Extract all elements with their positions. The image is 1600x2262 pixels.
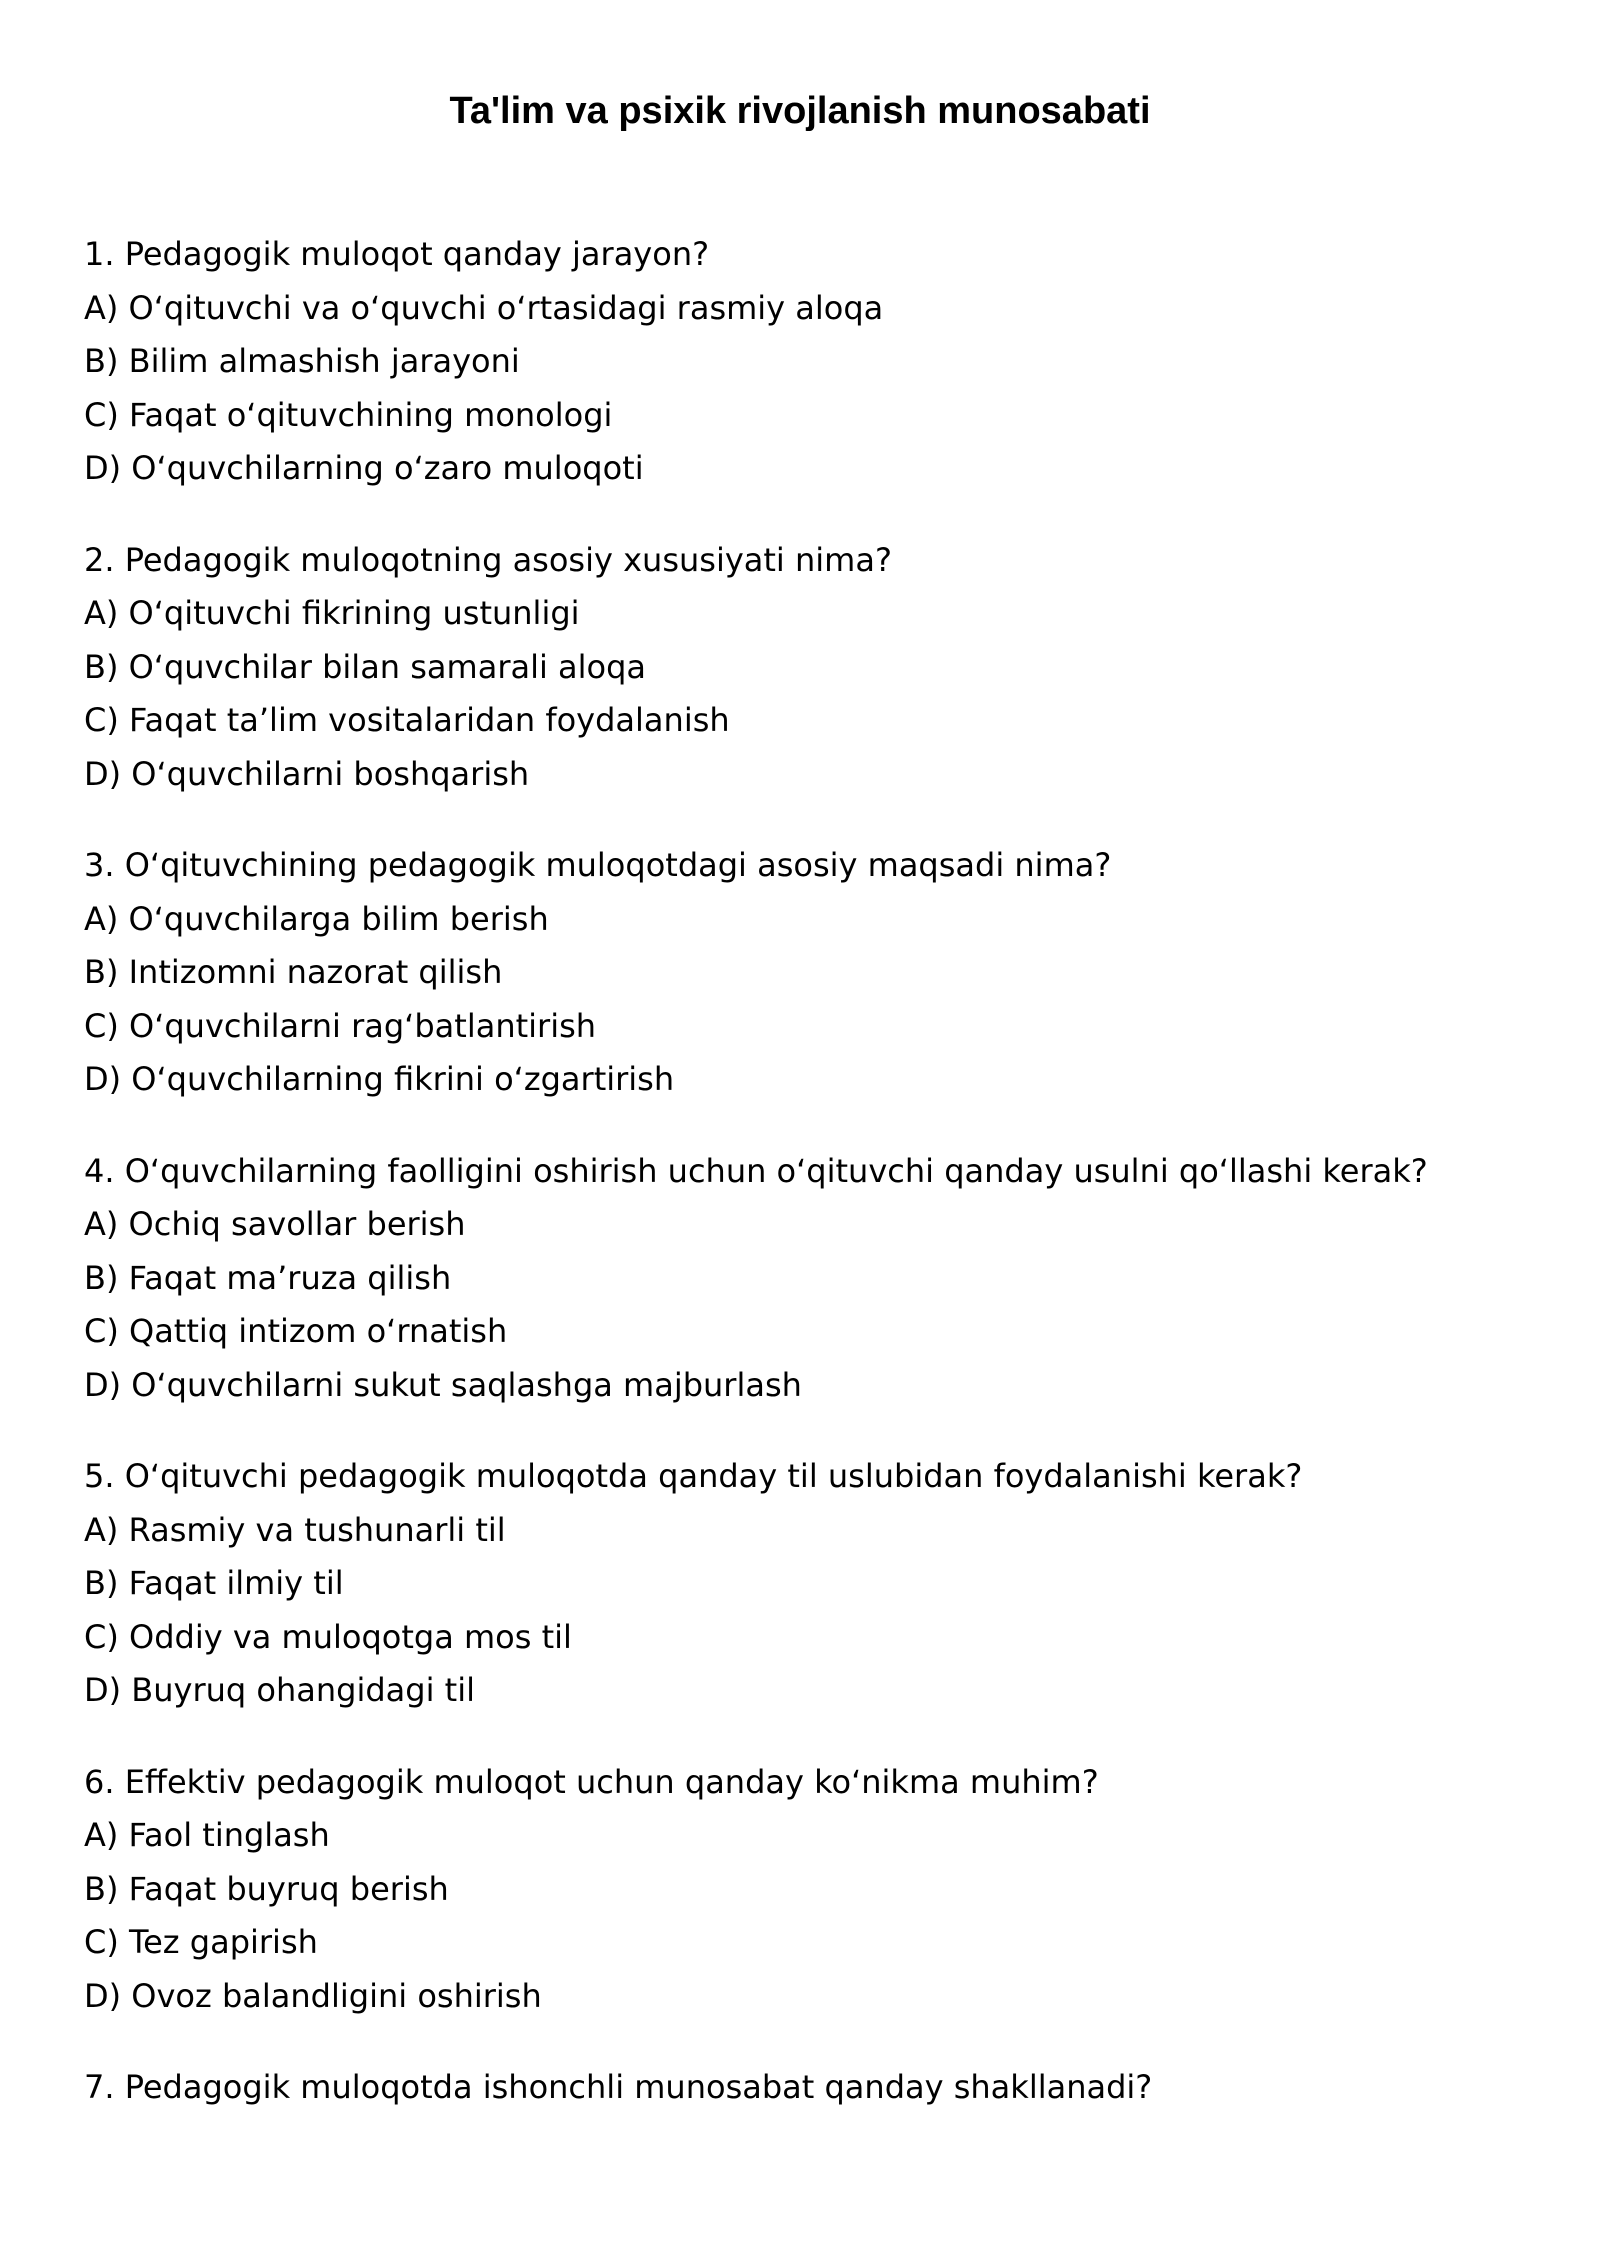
question-block (84, 1145, 1544, 1413)
answer-option: C) Faqat o‘qituvchining monologi (84, 395, 613, 434)
answer-option: A) Rasmiy va tushunarli til (84, 1510, 506, 1549)
answer-option: D) O‘quvchilarni sukut saqlashga majburlash (84, 1365, 802, 1404)
answer-option: C) Tez gapirish (84, 1923, 318, 1961)
answer-option: C) Oddiy va muloqotga mos til (84, 1617, 572, 1656)
answer-option: B) Faqat ilmiy til (84, 1564, 344, 1602)
question-block (84, 1450, 1544, 1718)
answer-option: D) Buyruq ohangidagi til (84, 1671, 475, 1709)
answer-option: C) Qattiq intizom o‘rnatish (84, 1312, 508, 1350)
question-text: 3. O‘qituvchining pedagogik muloqotdagi asosiy maqsadi nima? (84, 846, 1112, 884)
answer-option: D) O‘quvchilarning o‘zaro muloqoti (84, 449, 644, 487)
question-block (84, 228, 1544, 496)
answer-option: A) Faol tinglash (84, 1816, 330, 1854)
answer-option: D) O‘quvchilarni boshqarish (84, 754, 530, 793)
question-text: 2. Pedagogik muloqotning asosiy xususiyati nima? (84, 540, 892, 579)
answer-option: D) O‘quvchilarning fikrini o‘zgartirish (84, 1060, 675, 1098)
answer-option: A) O‘qituvchi va o‘quvchi o‘rtasidagi rasmiy aloqa (84, 288, 884, 327)
question-list (84, 228, 1544, 2153)
answer-option: B) Bilim almashish jarayoni (84, 342, 520, 380)
answer-option: C) Faqat ta’lim vositalaridan foydalanish (84, 701, 730, 739)
answer-option: A) O‘quvchilarga bilim berish (84, 899, 549, 938)
question-block (84, 534, 1544, 802)
question-text: 5. O‘qituvchi pedagogik muloqotda qanday til uslubidan foydalanishi kerak? (84, 1457, 1303, 1495)
answer-option: A) Ochiq savollar berish (84, 1205, 466, 1243)
question-block (84, 839, 1544, 1107)
answer-option: C) O‘quvchilarni rag‘batlantirish (84, 1006, 597, 1045)
page-title: Ta'lim va psixik rivojlanish munosabati (449, 90, 1151, 132)
answer-option: B) O‘quvchilar bilan samarali aloqa (84, 647, 647, 686)
question-block (84, 1756, 1544, 2024)
answer-option: B) Faqat ma’ruza qilish (84, 1258, 452, 1297)
question-block (84, 2061, 1544, 2115)
question-text: 7. Pedagogik muloqotda ishonchli munosabat qanday shakllanadi? (84, 2068, 1153, 2106)
answer-option: A) O‘qituvchi fikrining ustunligi (84, 594, 580, 632)
question-text: 6. Effektiv pedagogik muloqot uchun qanday ko‘nikma muhim? (84, 1762, 1099, 1801)
answer-option: B) Intizomni nazorat qilish (84, 953, 503, 991)
answer-option: B) Faqat buyruq berish (84, 1869, 449, 1908)
question-text: 4. O‘quvchilarning faolligini oshirish uchun o‘qituvchi qanday usulni qo‘llashi kerak? (84, 1151, 1428, 1190)
answer-option: D) Ovoz balandligini oshirish (84, 1976, 542, 2015)
question-text: 1. Pedagogik muloqot qanday jarayon? (84, 235, 710, 273)
